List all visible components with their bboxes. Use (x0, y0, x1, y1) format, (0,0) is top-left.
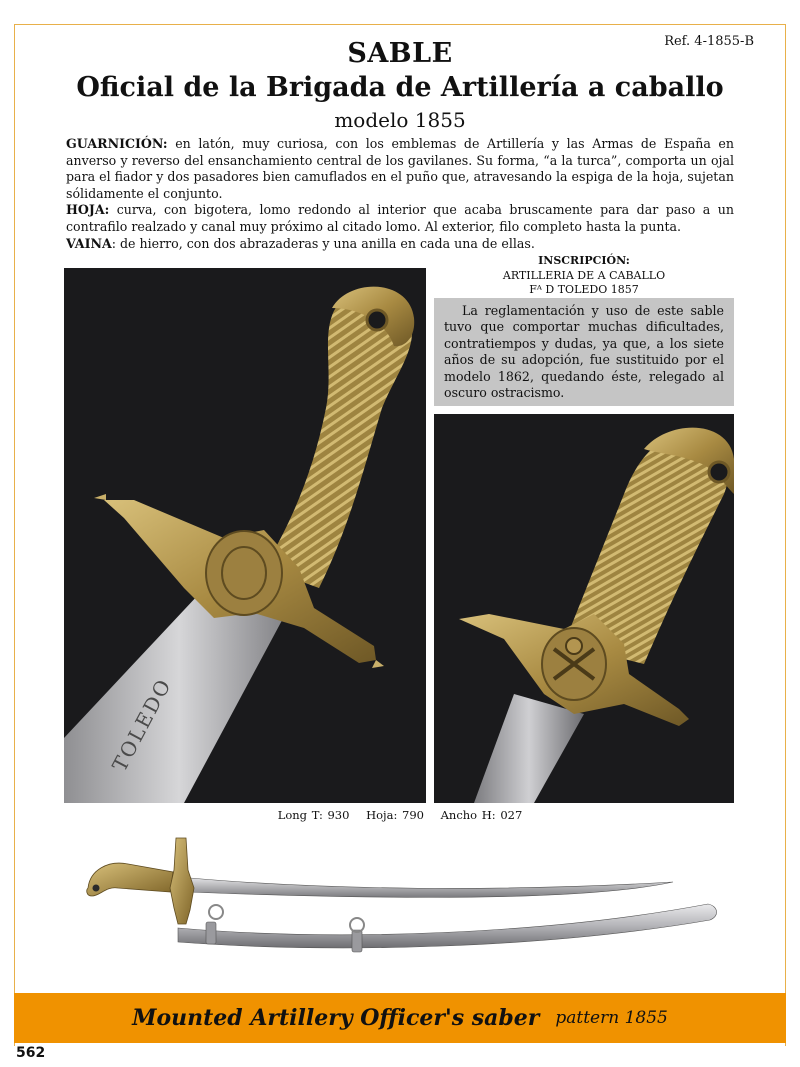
dimension-width: Ancho H: 027 (440, 808, 523, 822)
hoja-paragraph (66, 202, 734, 235)
description-block (66, 136, 734, 252)
full-saber-illustration (78, 830, 728, 955)
saber-blade (188, 878, 673, 897)
inscription-block (434, 254, 734, 298)
dimensions-line (0, 808, 800, 822)
inscription-line-1: ARTILLERIA DE A CABALLO (502, 268, 666, 282)
english-title-banner (14, 993, 786, 1043)
english-title: Mounted Artillery Officer's saber (132, 1005, 540, 1031)
inscription-line-2: Fᴬ D TOLEDO 1857 (529, 283, 639, 296)
guarnicion-text: en latón, muy curiosa, con los emblemas de Artillería y las Armas de España en anverso y reverso del ensanchamiento central de los gavilanes. Su forma, “a la turca”, comporta un ojal para el fiador y dos pasadores bien camuflados en el puño que, atravesando la espiga de la hoja, sujetan sólidamente el conjunto. (66, 136, 734, 201)
vaina-text: : de hierro, con dos abrazaderas y una anilla en cada una de ellas. (111, 235, 535, 251)
guarnicion-paragraph (66, 136, 734, 202)
dimension-blade: Hoja: 790 (366, 808, 424, 822)
svg-text:TOLEDO: TOLEDO (107, 673, 177, 776)
page-number: 562 (16, 1045, 46, 1061)
vaina-paragraph (66, 236, 734, 253)
pattern-label: pattern 1855 (555, 1008, 668, 1028)
history-note: La reglamentación y uso de este sable tuvo que comportar muchas dificultades, contratiempos y dudas, ya que, a los siete años de su adopción, fue sustituido por el modelo 1862, quedando éste, relegado al oscuro ostracismo. (434, 298, 734, 406)
saber-crossguard (170, 838, 194, 924)
hilt-photo-left (64, 268, 426, 803)
page-subtitle: Oficial de la Brigada de Artillería a caballo (76, 72, 724, 103)
saber-scabbard (178, 904, 717, 948)
saber-grip (87, 863, 173, 896)
hilt-illustration-right (434, 414, 734, 803)
hoja-label: HOJA: (66, 202, 110, 218)
guarnicion-label: GUARNICIÓN: (66, 136, 168, 151)
hilt-illustration-left (64, 268, 426, 803)
reference-code: Ref. 4-1855-B (664, 34, 754, 49)
dimension-length: Long T: 930 (277, 808, 350, 822)
inscription-heading: INSCRIPCIÓN: (538, 254, 630, 267)
hilt-photo-right (434, 414, 734, 803)
vaina-label: VAINA (66, 235, 112, 251)
model-label: modelo 1855 (334, 108, 466, 132)
hoja-text: curva, con bigotera, lomo redondo al interior que acaba bruscamente para dar paso a un contrafilo realzado y canal muy próximo al citado lomo. Al exterior, filo completo hasta la punta. (66, 202, 734, 234)
page-title: SABLE (347, 38, 453, 69)
